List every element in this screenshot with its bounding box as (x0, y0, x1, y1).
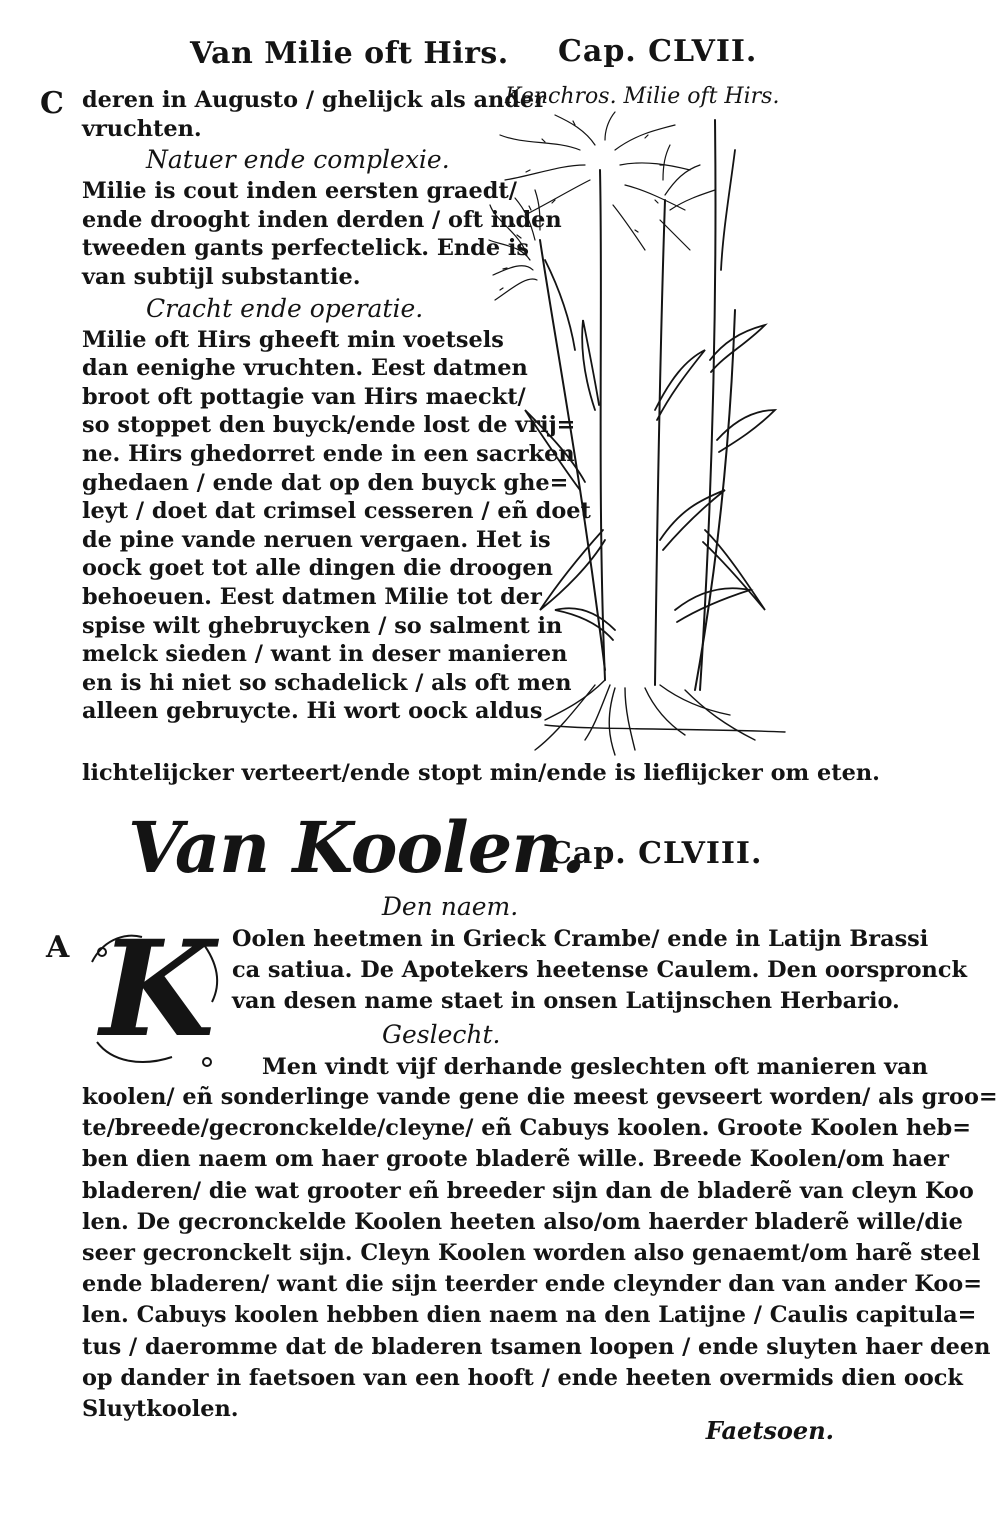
text-line: ca satiua. De Apotekers heetense Caulem. Den oorspronck (232, 957, 967, 984)
text-line: van desen name staet in onsen Latijnschen Herbario. (232, 988, 900, 1015)
panicle-right (660, 145, 715, 250)
text-line: ende drooght inden derden / oft inden (82, 206, 562, 233)
intro-text (232, 924, 967, 1052)
text-line: Milie is cout inden eersten graedt/ (82, 178, 517, 205)
text-line: Oolen heetmen in Grieck Crambe/ ende in Latijn Brassi (232, 926, 929, 952)
millet-woodcut-illustration (485, 110, 805, 760)
text-line: en is hi niet so schadelick / als oft men (82, 669, 572, 696)
plate-caption: Kenchros. Milie oft Hirs. (505, 84, 780, 109)
section-heading-geslecht: Geslecht. (382, 1019, 501, 1049)
text-line: len. Cabuys koolen hebben dien naem na den Latijne / Caulis capitula= (82, 1302, 977, 1329)
panicle-top (500, 112, 690, 250)
text-line: Men vindt vijf derhande geslechten oft manieren van (262, 1054, 928, 1080)
text-line: de pine vande neruen vergaen. Het is (82, 526, 551, 553)
text-column (82, 86, 591, 726)
text-line: behoeuen. Eest datmen Milie tot der (82, 583, 542, 610)
chapter-title: Van Koolen. (128, 806, 585, 889)
catchword: Faetsoen. (705, 1416, 834, 1445)
text-line: oock goet tot alle dingen die droogen (82, 555, 553, 582)
section-heading-den-naem: Den naem. (381, 892, 519, 921)
chapter-number-2: Cap. CLVIII. (548, 836, 763, 871)
text-line: ne. Hirs ghedorret ende in een sacrken (82, 440, 575, 467)
text-line: melck sieden / want in deser manieren (82, 641, 568, 668)
text-line: tus / daeromme dat de bladeren tsamen loopen / ende sluyten haer deen (82, 1333, 991, 1360)
text-line-wide: lichtelijcker verteert/ende stopt min/ende is lieflijcker om eten. (82, 760, 880, 786)
text-line: Milie oft Hirs gheeft min voetsels (82, 326, 504, 353)
chapter-number: Cap. CLVII. (558, 34, 758, 69)
text-line: koolen/ eñ sonderlinge vande gene die meest gevseert worden/ als groo= (82, 1084, 998, 1110)
text-line: Sluytkoolen. (82, 1396, 239, 1423)
margin-note-a: A (46, 930, 70, 965)
panicle-left (489, 190, 540, 300)
body-text (82, 1082, 998, 1425)
leaves (525, 150, 775, 640)
text-line: ben dien naem om haer groote bladerẽ wille. Breede Koolen/om haer (82, 1146, 949, 1173)
text-line: bladeren/ die wat grooter eñ breeder sijn dan de bladerẽ van cleyn Koo (82, 1177, 974, 1204)
stems (540, 120, 735, 690)
text-line: ende bladeren/ want die sijn teerder ende cleynder dan van ander Koo= (82, 1271, 982, 1298)
section-heading-natuer: Natuer ende complexie. (146, 145, 450, 175)
text-line: deren in Augusto / ghelijck als ander (82, 87, 546, 113)
text-line: leyt / doet dat crimsel cesseren / eñ doet (82, 498, 591, 525)
text-line: spise wilt ghebruycken / so salment in (82, 612, 563, 639)
section-heading-cracht: Cracht ende operatie. (146, 293, 424, 323)
text-line: van subtijl substantie. (82, 263, 361, 290)
margin-note-c: C (40, 86, 64, 121)
roots (535, 680, 785, 755)
text-line: seer gecronckelt sijn. Cleyn Koolen worden also genaemt/om harẽ steel (82, 1240, 981, 1267)
text-line: alleen gebruycte. Hi wort oock aldus (82, 698, 543, 725)
text-line: te/breede/gecronckelde/cleyne/ eñ Cabuys koolen. Groote Koolen heb= (82, 1115, 971, 1142)
text-line: op dander in faetsoen van een hooft / ende heeten overmids dien oock (82, 1364, 963, 1391)
text-line: so stoppet den buyck/ende lost de vrij= (82, 412, 576, 439)
text-line: broot oft pottagie van Hirs maeckt/ (82, 383, 526, 410)
initial-letter: K (100, 912, 215, 1067)
text-line: len. De gecronckelde Koolen heeten also/om haerder bladerẽ wille/die (82, 1208, 963, 1235)
decorated-initial (82, 912, 232, 1072)
text-line: dan eenighe vruchten. Eest datmen (82, 355, 528, 382)
text-line: ghedaen / ende dat op den buyck ghe= (82, 469, 569, 496)
running-head: Van Milie oft Hirs. (190, 36, 509, 71)
text-line: vruchten. (82, 115, 202, 142)
text-line: tweeden gants perfectelick. Ende is (82, 235, 529, 262)
